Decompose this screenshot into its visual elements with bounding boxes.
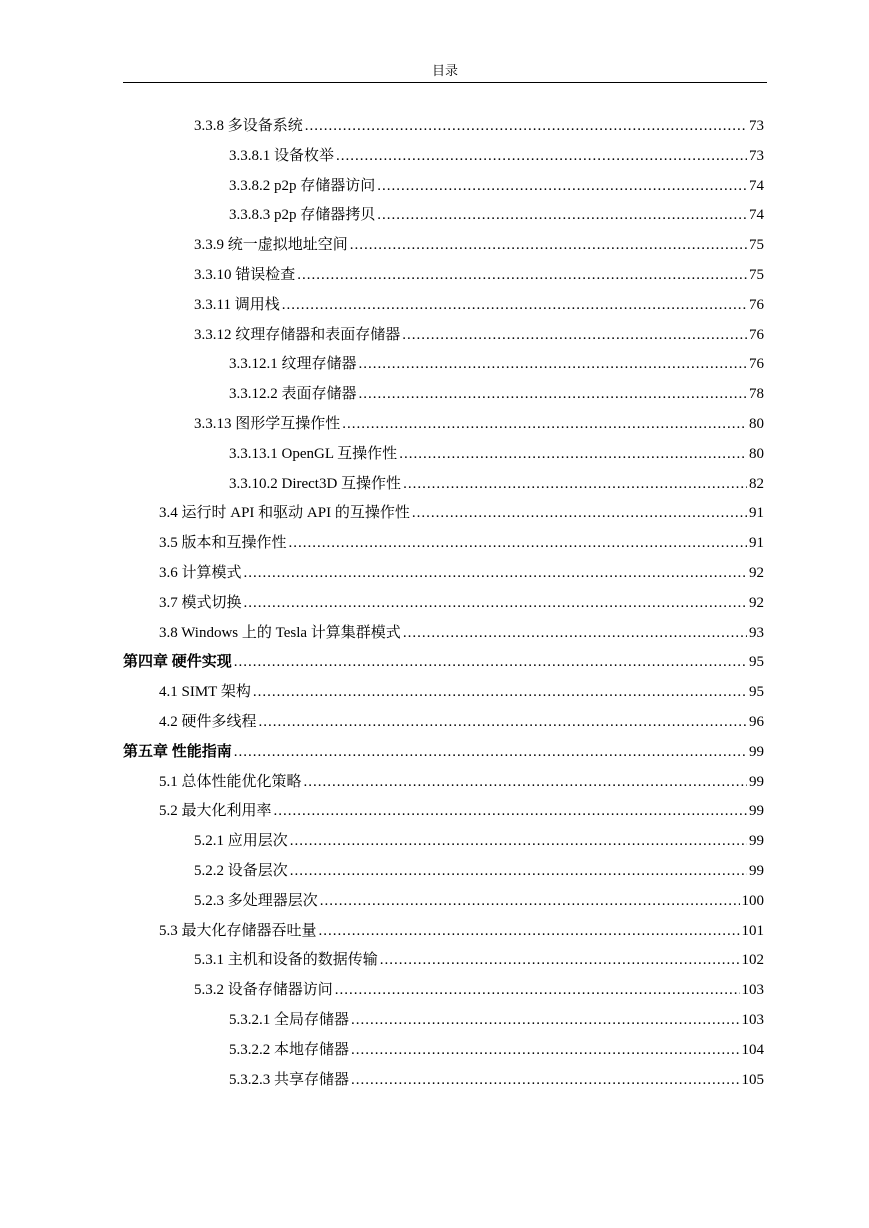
toc-dot-leader (335, 975, 740, 1005)
toc-entry-page-number: 103 (741, 982, 764, 999)
toc-entry-label: 3.3.12.2 表面存储器 (229, 386, 357, 403)
toc-entry-label: 5.3.2.2 本地存储器 (229, 1041, 350, 1058)
toc-entry-label: 5.3.1 主机和设备的数据传输 (194, 952, 378, 969)
toc-dot-leader (351, 1005, 739, 1035)
toc-entry-label: 3.3.12 纹理存储器和表面存储器 (194, 326, 401, 343)
toc-entry-page-number: 76 (749, 356, 764, 373)
toc-entry[interactable] (159, 588, 764, 618)
toc-entry-page-number: 99 (749, 833, 764, 850)
toc-entry-page-number: 74 (749, 177, 764, 194)
toc-entry[interactable] (194, 290, 764, 320)
toc-entry-label: 第四章 硬件实现 (123, 654, 232, 671)
toc-entry[interactable] (159, 796, 764, 826)
toc-entry-page-number: 102 (741, 952, 764, 969)
toc-entry-page-number: 96 (749, 714, 764, 730)
toc-entry-label: 5.3 最大化存储器吞吐量 (159, 922, 317, 939)
toc-entry[interactable] (159, 677, 764, 707)
toc-entry-page-number: 93 (749, 624, 764, 641)
toc-entry[interactable] (229, 171, 764, 201)
toc-dot-leader (403, 469, 747, 499)
toc-entry[interactable] (194, 260, 764, 290)
toc-entry-label: 5.2.3 多处理器层次 (194, 892, 318, 909)
toc-dot-leader (259, 707, 747, 737)
toc-entry[interactable] (159, 707, 764, 737)
toc-entry-page-number: 99 (749, 803, 764, 820)
toc-entry[interactable] (194, 320, 764, 350)
toc-dot-leader (377, 171, 747, 201)
toc-entry-label: 3.3.13 图形学互操作性 (194, 416, 341, 432)
toc-entry-page-number: 99 (749, 773, 764, 790)
toc-entry-page-number: 99 (749, 863, 764, 879)
toc-entry[interactable] (229, 1005, 764, 1035)
toc-dot-leader (234, 737, 747, 767)
toc-dot-leader (412, 498, 747, 528)
toc-dot-leader (290, 856, 747, 886)
toc-entry-label: 3.3.8 多设备系统 (194, 118, 303, 134)
toc-entry-label: 5.3.2.3 共享存储器 (229, 1071, 350, 1088)
toc-entry[interactable] (229, 1065, 764, 1095)
toc-entry-page-number: 76 (749, 326, 764, 343)
toc-entry-label: 5.2 最大化利用率 (159, 803, 272, 820)
toc-dot-leader (234, 647, 747, 677)
toc-entry-label: 4.2 硬件多线程 (159, 714, 257, 730)
toc-dot-leader (244, 588, 747, 618)
toc-entry-label: 3.8 Windows 上的 Tesla 计算集群模式 (159, 624, 401, 641)
toc-dot-leader (399, 439, 747, 469)
toc-entry[interactable] (194, 111, 764, 141)
toc-entry-label: 3.3.11 调用栈 (194, 296, 280, 313)
toc-entry-label: 3.4 运行时 API 和驱动 API 的互操作性 (159, 505, 410, 522)
toc-entry-label: 3.3.8.1 设备枚举 (229, 147, 335, 164)
toc-entry[interactable] (229, 349, 764, 379)
toc-entry[interactable] (159, 618, 764, 648)
toc-entry-label: 3.5 版本和互操作性 (159, 535, 287, 552)
toc-entry[interactable] (123, 737, 764, 767)
toc-dot-leader (297, 260, 747, 290)
toc-entry-label: 第五章 性能指南 (123, 743, 232, 760)
toc-entry-page-number: 74 (749, 207, 764, 224)
toc-entry-label: 5.1 总体性能优化策略 (159, 773, 302, 790)
toc-dot-leader (319, 916, 740, 946)
toc-entry[interactable] (123, 647, 764, 677)
toc-dot-leader (274, 796, 747, 826)
toc-entry-label: 3.3.8.3 p2p 存储器拷贝 (229, 207, 376, 224)
toc-entry-label: 5.3.2 设备存储器访问 (194, 982, 333, 999)
toc-dot-leader (351, 1065, 739, 1095)
toc-entry-page-number: 73 (749, 147, 764, 164)
toc-entry[interactable] (159, 916, 764, 946)
toc-dot-leader (350, 230, 747, 260)
toc-entry-page-number: 91 (749, 505, 764, 522)
toc-entry-page-number: 95 (749, 684, 764, 701)
toc-entry[interactable] (229, 141, 764, 171)
toc-dot-leader (244, 558, 747, 588)
toc-entry[interactable] (194, 856, 764, 886)
toc-entry-page-number: 82 (749, 475, 764, 492)
toc-dot-leader (359, 379, 747, 409)
toc-entry-page-number: 76 (749, 296, 764, 313)
toc-entry[interactable] (159, 498, 764, 528)
toc-entry-page-number: 78 (749, 386, 764, 403)
toc-entry-label: 3.3.10.2 Direct3D 互操作性 (229, 475, 402, 492)
toc-entry-page-number: 103 (741, 1012, 764, 1028)
toc-entry-label: 3.3.9 统一虚拟地址空间 (194, 237, 348, 254)
toc-dot-leader (304, 767, 747, 797)
toc-entry[interactable] (159, 528, 764, 558)
toc-entry[interactable] (194, 945, 764, 975)
toc-entry-page-number: 92 (749, 594, 764, 611)
toc-entry-page-number: 95 (749, 654, 764, 671)
toc-entry[interactable] (194, 826, 764, 856)
toc-dot-leader (336, 141, 747, 171)
toc-dot-leader (282, 290, 747, 320)
toc-dot-leader (351, 1035, 739, 1065)
toc-entry-page-number: 75 (749, 267, 764, 283)
toc-entry[interactable] (194, 409, 764, 439)
page-header (123, 60, 767, 83)
toc-dot-leader (320, 886, 740, 916)
toc-entry-label: 3.3.12.1 纹理存储器 (229, 356, 357, 373)
page-header-title: 目录 (431, 63, 458, 78)
toc-entry[interactable] (229, 200, 764, 230)
toc-entry-page-number: 91 (749, 535, 764, 552)
toc-dot-leader (253, 677, 747, 707)
toc-entry-label: 5.3.2.1 全局存储器 (229, 1012, 350, 1028)
toc-dot-leader (403, 618, 747, 648)
toc-entry-page-number: 75 (749, 237, 764, 254)
toc-entry-label: 4.1 SIMT 架构 (159, 684, 251, 701)
toc-dot-leader (359, 349, 747, 379)
toc-entry-page-number: 73 (749, 118, 764, 134)
toc-entry-label: 3.6 计算模式 (159, 565, 242, 581)
toc-entry-label: 3.3.10 错误检查 (194, 267, 296, 283)
toc-entry[interactable] (194, 230, 764, 260)
toc-entry-page-number: 92 (749, 565, 764, 581)
toc-entry-page-number: 80 (749, 445, 764, 462)
toc-entry[interactable] (194, 975, 764, 1005)
toc-entry[interactable] (159, 767, 764, 797)
toc-dot-leader (402, 320, 747, 350)
toc-entry[interactable] (229, 1035, 764, 1065)
toc-entry-page-number: 99 (749, 743, 764, 760)
toc-dot-leader (380, 945, 740, 975)
toc-entry-label: 3.3.13.1 OpenGL 互操作性 (229, 445, 398, 462)
toc-entry-label: 3.3.8.2 p2p 存储器访问 (229, 177, 376, 194)
toc-entry-page-number: 80 (749, 416, 764, 432)
toc-entry-page-number: 100 (741, 892, 764, 909)
toc-dot-leader (289, 528, 747, 558)
toc-dot-leader (377, 200, 747, 230)
toc-entry-label: 5.2.1 应用层次 (194, 833, 288, 850)
toc-entry[interactable] (159, 558, 764, 588)
toc-entry[interactable] (229, 439, 764, 469)
toc-entry-page-number: 105 (741, 1071, 764, 1088)
toc-entry[interactable] (194, 886, 764, 916)
toc-dot-leader (290, 826, 747, 856)
toc-entry-label: 5.2.2 设备层次 (194, 863, 288, 879)
toc-entry-page-number: 104 (741, 1041, 764, 1058)
toc-dot-leader (305, 111, 747, 141)
toc-entry-page-number: 101 (741, 922, 764, 939)
toc-entry[interactable] (229, 469, 764, 499)
toc-entry-label: 3.7 模式切换 (159, 594, 242, 611)
toc-entry[interactable] (229, 379, 764, 409)
toc-dot-leader (342, 409, 747, 439)
